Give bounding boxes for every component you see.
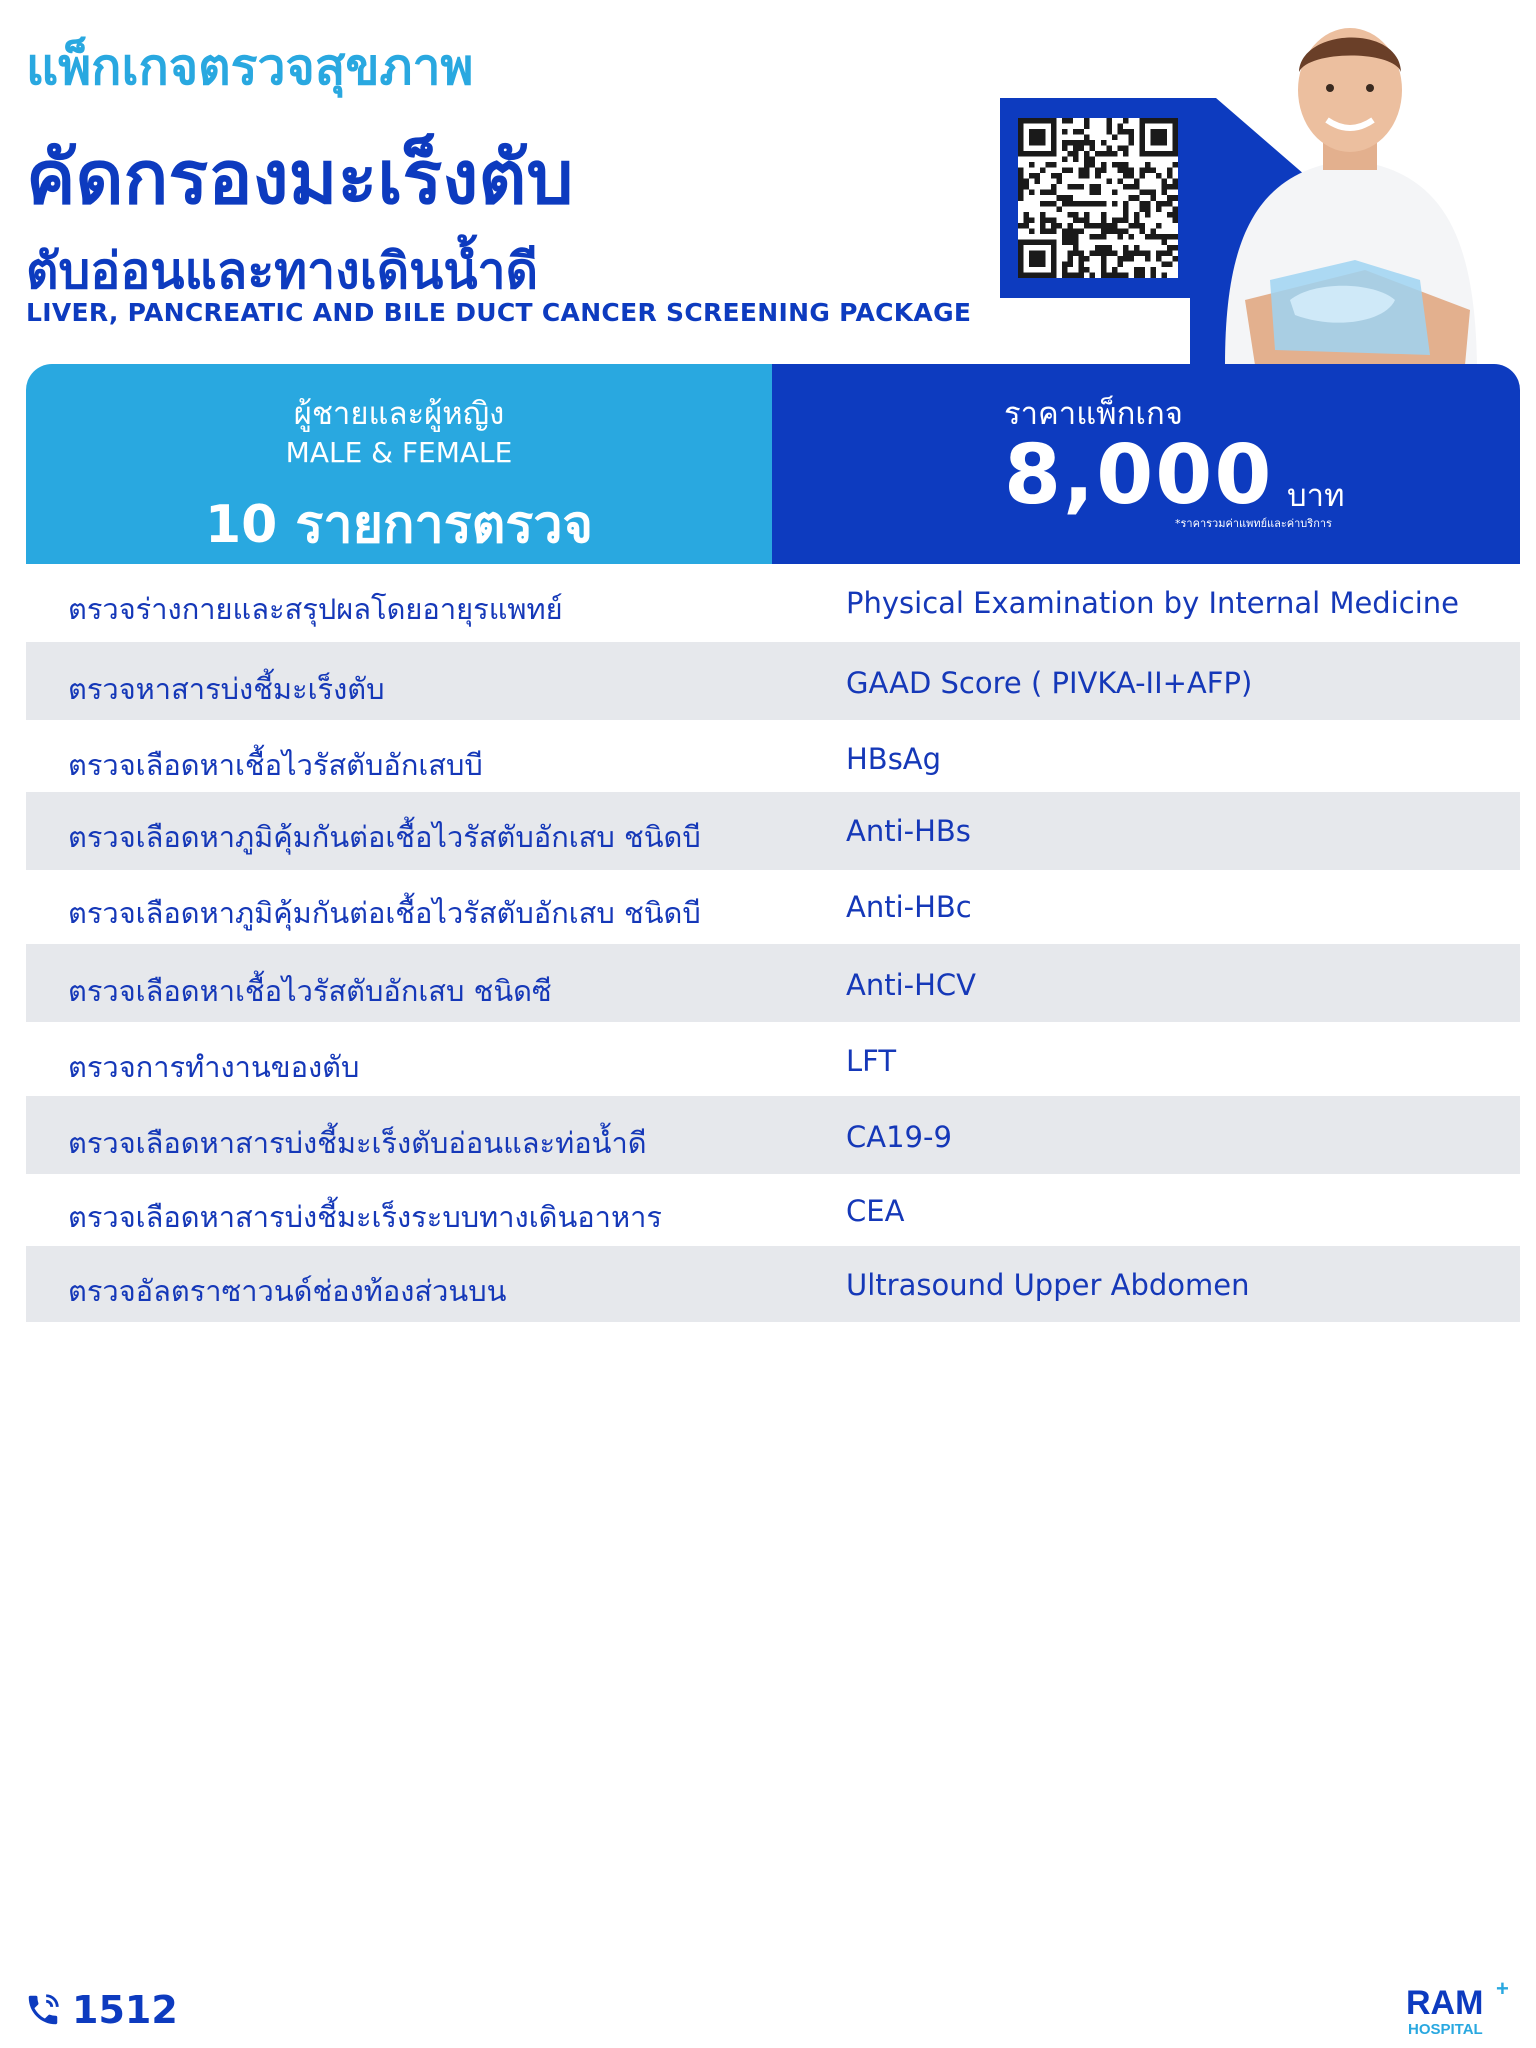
logo-plus-icon: + xyxy=(1496,1978,1509,2001)
qr-code-pattern xyxy=(1018,118,1178,278)
page-subtitle: ตับอ่อนและทางเดินน้ำดี xyxy=(26,242,539,300)
test-name-english: Physical Examination by Internal Medicine xyxy=(846,586,1459,620)
table-row xyxy=(26,642,1520,720)
test-name-thai: ตรวจเลือดหาสารบ่งชี้มะเร็งตับอ่อนและท่อน้ำดี xyxy=(68,1126,647,1160)
test-name-english: Anti-HBc xyxy=(846,890,972,924)
phone-icon xyxy=(24,1991,62,2029)
test-name-english: CEA xyxy=(846,1194,905,1228)
price-currency: บาท xyxy=(1287,478,1345,514)
test-name-thai: ตรวจร่างกายและสรุปผลโดยอายุรแพทย์ xyxy=(68,592,563,626)
gender-panel xyxy=(26,364,772,564)
test-name-thai: ตรวจเลือดหาภูมิคุ้มกันต่อเชื้อไวรัสตับอักเสบ ชนิดบี xyxy=(68,820,701,854)
table-row xyxy=(26,1096,1520,1174)
test-name-english: CA19-9 xyxy=(846,1120,952,1154)
qr-finder-pattern xyxy=(1139,118,1178,157)
price-note: *ราคารวมค่าแพทย์และค่าบริการ xyxy=(1175,517,1332,530)
test-name-english: Anti-HCV xyxy=(846,968,977,1002)
eyebrow-title: แพ็กเกจตรวจสุขภาพ xyxy=(26,38,474,96)
phone-number: 1512 xyxy=(72,1988,178,2032)
test-name-english: Ultrasound Upper Abdomen xyxy=(846,1268,1250,1302)
table-row xyxy=(26,1174,1520,1246)
test-name-thai: ตรวจเลือดหาเชื้อไวรัสตับอักเสบบี xyxy=(68,748,483,782)
table-row xyxy=(26,870,1520,944)
test-name-thai: ตรวจเลือดหาสารบ่งชี้มะเร็งระบบทางเดินอาหาร xyxy=(68,1200,662,1234)
logo-hospital-text: HOSPITAL xyxy=(1408,2021,1483,2038)
qr-finder-pattern xyxy=(1018,118,1057,157)
price-label: ราคาแพ็กเกจ xyxy=(1004,396,1183,432)
price-value: 8,000 xyxy=(1004,428,1274,523)
test-name-english: LFT xyxy=(846,1044,897,1078)
logo-ram-text: RAM xyxy=(1406,1984,1484,2022)
qr-finder-pattern xyxy=(1018,239,1057,278)
gender-thai: ผู้ชายและผู้หญิง xyxy=(293,396,505,432)
gender-english: MALE & FEMALE xyxy=(285,436,513,469)
english-title: LIVER, PANCREATIC AND BILE DUCT CANCER SCREENING PACKAGE xyxy=(26,298,972,327)
table-row xyxy=(26,792,1520,870)
table-row xyxy=(26,1022,1520,1096)
test-name-thai: ตรวจเลือดหาเชื้อไวรัสตับอักเสบ ชนิดซี xyxy=(68,974,552,1008)
eye-left-shape xyxy=(1326,84,1334,92)
table-row xyxy=(26,1246,1520,1322)
ram-hospital-logo xyxy=(1404,1978,1514,2038)
phone-contact[interactable] xyxy=(24,1988,178,2032)
page-title: คัดกรองมะเร็งตับ xyxy=(26,135,574,221)
eye-right-shape xyxy=(1366,84,1374,92)
test-count: 10 รายการตรวจ xyxy=(204,495,594,555)
test-name-english: Anti-HBs xyxy=(846,814,971,848)
test-name-thai: ตรวจเลือดหาภูมิคุ้มกันต่อเชื้อไวรัสตับอักเสบ ชนิดบี xyxy=(68,896,701,930)
test-name-english: GAAD Score ( PIVKA-II+AFP) xyxy=(846,666,1253,700)
table-row xyxy=(26,944,1520,1022)
test-name-thai: ตรวจอัลตราซาวนด์ช่องท้องส่วนบน xyxy=(68,1274,507,1308)
tests-table xyxy=(26,564,1520,1322)
table-row xyxy=(26,720,1520,792)
test-name-thai: ตรวจหาสารบ่งชี้มะเร็งตับ xyxy=(68,672,385,706)
test-name-english: HBsAg xyxy=(846,742,942,776)
table-row xyxy=(26,564,1520,642)
test-name-thai: ตรวจการทำงานของตับ xyxy=(68,1050,360,1084)
price-panel xyxy=(772,364,1520,564)
person-image xyxy=(1215,10,1485,365)
qr-code[interactable] xyxy=(1018,118,1178,278)
